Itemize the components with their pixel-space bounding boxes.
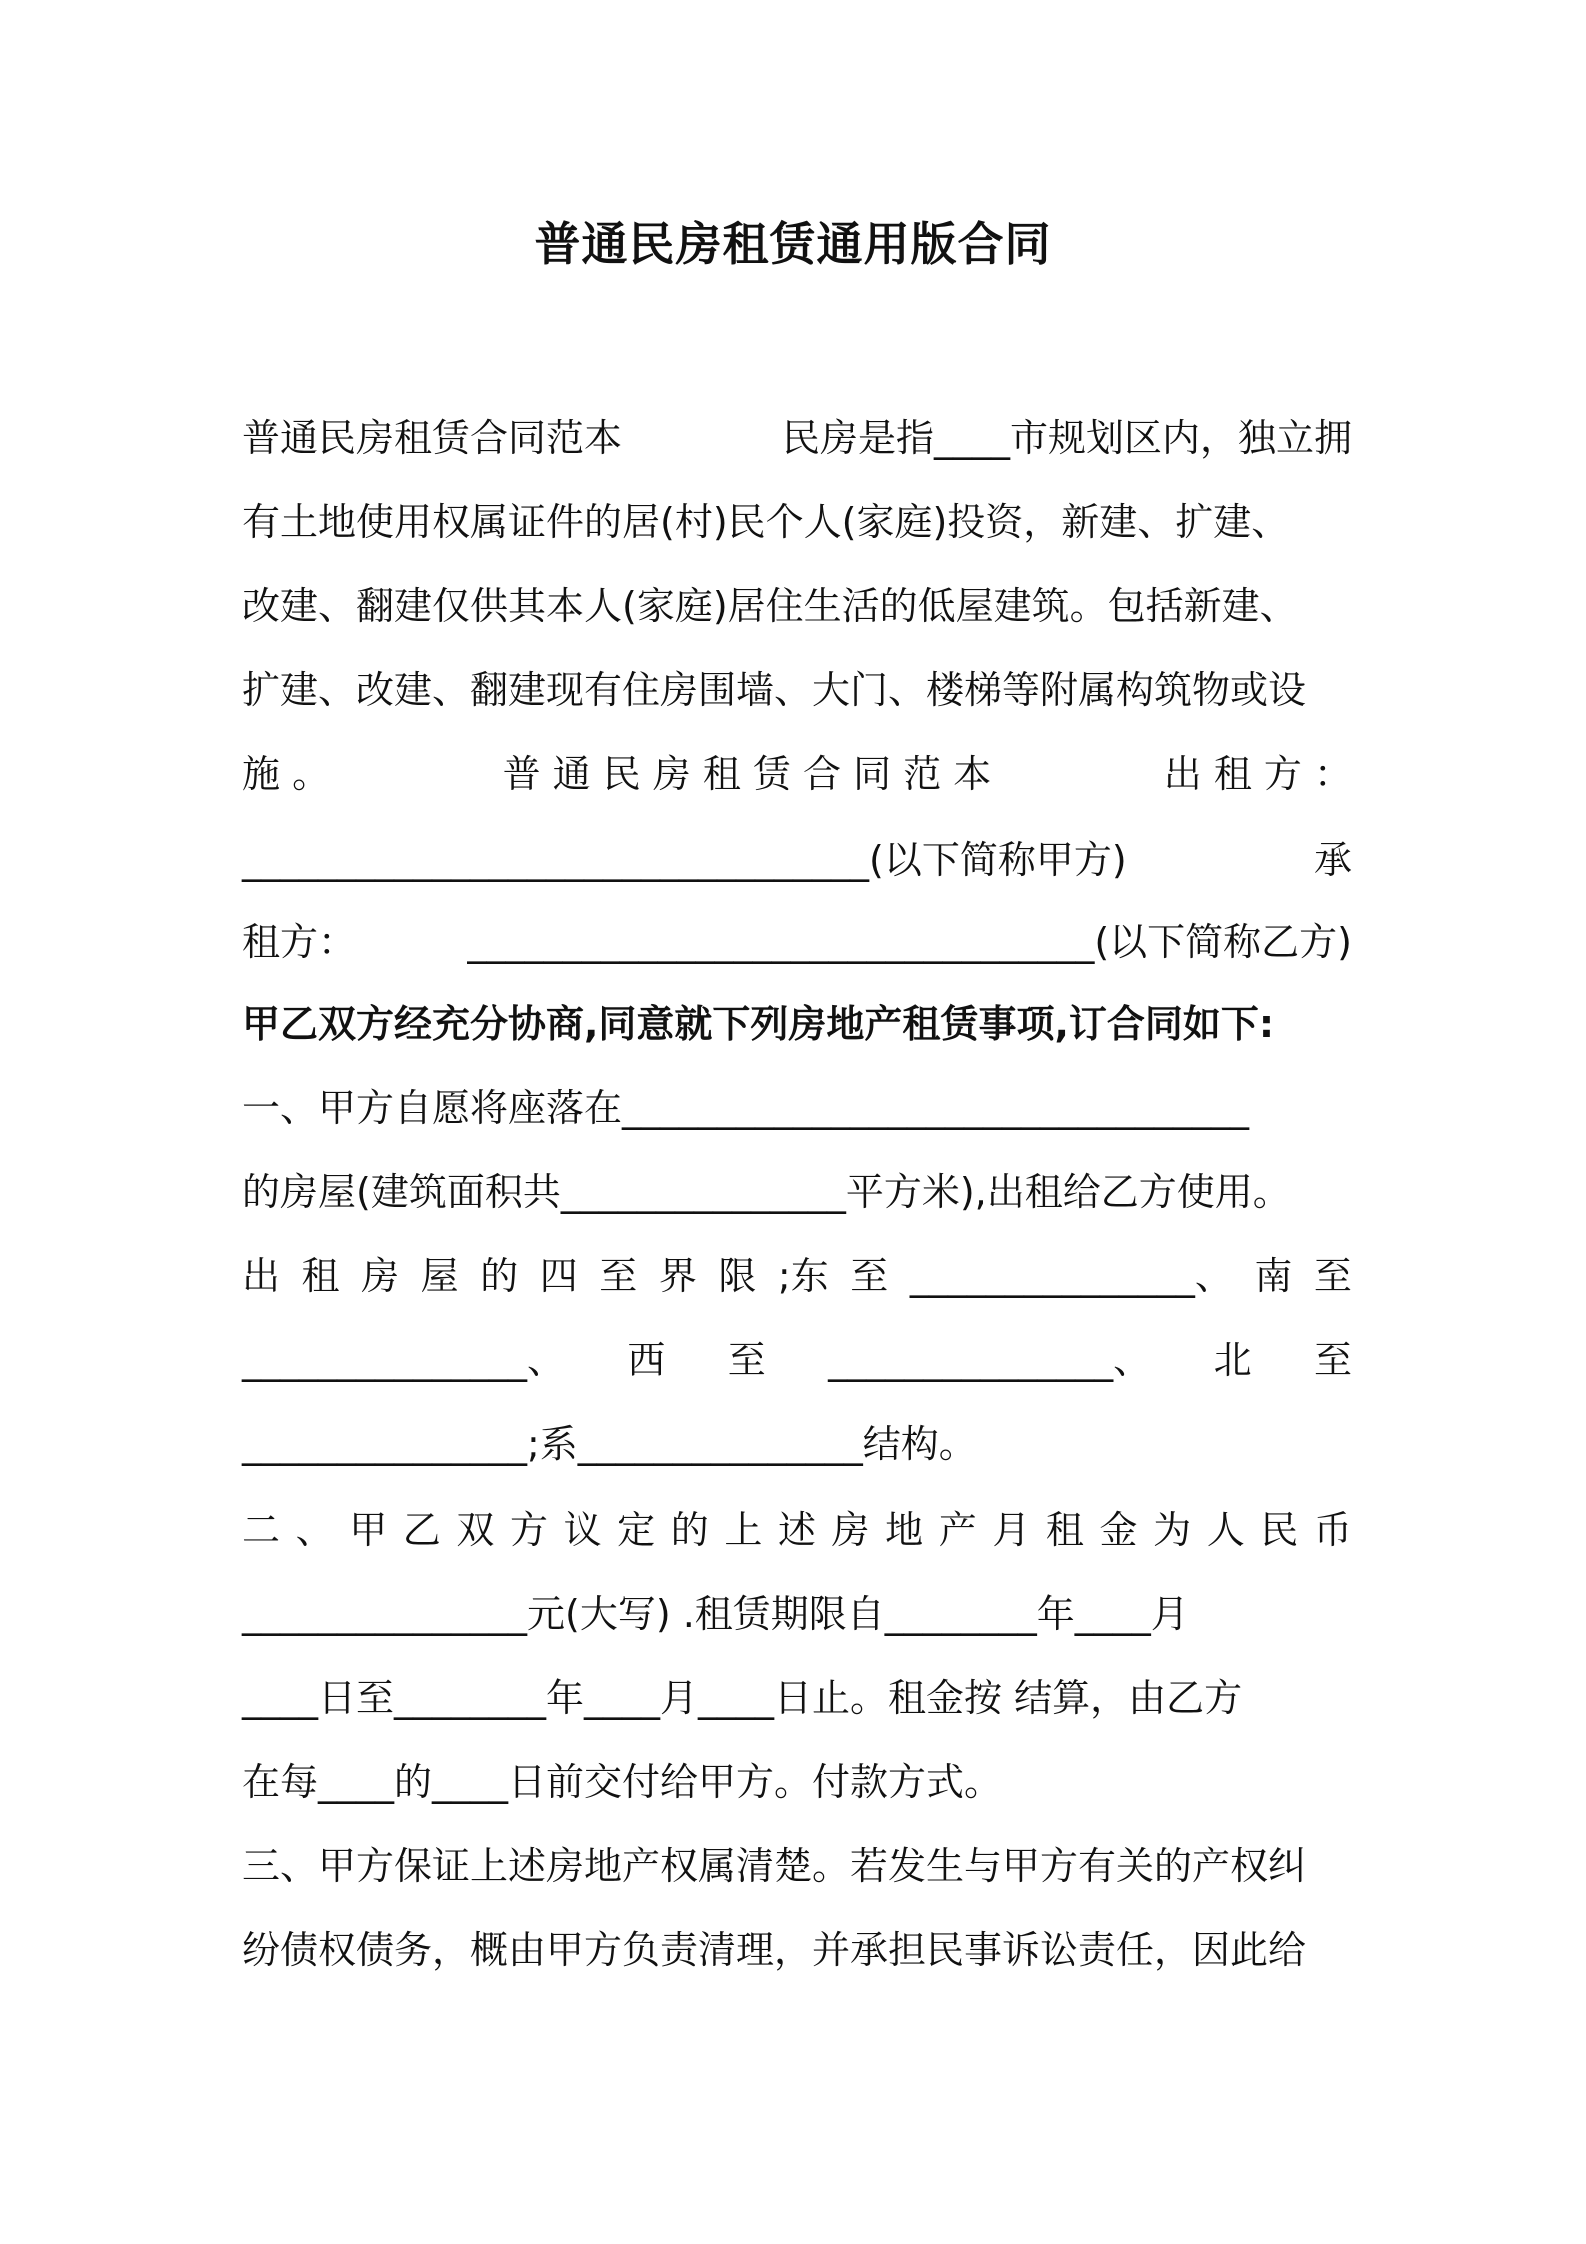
text-segment: 、 bbox=[295, 1508, 334, 1552]
text-segment: _______________元(大写) .租赁期限自________年____月 bbox=[242, 1592, 1189, 1636]
text-segment: ;东 bbox=[777, 1254, 829, 1298]
text-line bbox=[242, 660, 1352, 720]
text-line bbox=[242, 912, 1352, 972]
document-title: 普通民房租赁通用版合同 bbox=[534, 217, 1052, 271]
text-line bbox=[242, 576, 1352, 636]
text-segment: 南 bbox=[1254, 1254, 1293, 1298]
text-segment: 地 bbox=[885, 1508, 924, 1552]
text-segment: 至 bbox=[1313, 1254, 1352, 1298]
text-segment: 承 bbox=[1313, 838, 1352, 882]
text-segment: 至 bbox=[727, 1338, 766, 1382]
text-segment: _________________________________(以下简称乙方) bbox=[467, 920, 1352, 964]
text-segment: 在每____的____日前交付给甲方。付款方式。 bbox=[242, 1760, 1003, 1804]
text-segment: 西 bbox=[627, 1338, 666, 1382]
text-segment: 出 bbox=[242, 1254, 281, 1298]
text-segment: 扩建、改建、翻建现有住房围墙、大门、楼梯等附属构筑物或设 bbox=[242, 668, 1307, 712]
text-segment: 的 bbox=[670, 1508, 709, 1552]
text-segment: 币 bbox=[1313, 1508, 1352, 1552]
text-segment: 的房屋(建筑面积共_______________平方米),出租给乙方使用。 bbox=[242, 1170, 1291, 1214]
text-segment: 租方： bbox=[242, 920, 357, 964]
text-line bbox=[242, 1836, 1352, 1896]
text-segment: ____日至________年____月____日止。租金按 结算，由乙方 bbox=[242, 1676, 1243, 1720]
text-segment: _______________;系_______________结构。 bbox=[242, 1422, 977, 1466]
text-segment: 出 租 方 ： bbox=[1163, 752, 1352, 796]
text-segment: 普通民房租赁合同范本 bbox=[242, 416, 623, 460]
text-segment: _______________、 bbox=[242, 1338, 566, 1382]
text-segment: 至 bbox=[850, 1254, 889, 1298]
text-segment: 定 bbox=[617, 1508, 656, 1552]
text-segment: 民 bbox=[1260, 1508, 1299, 1552]
text-line bbox=[242, 1414, 1352, 1474]
text-line bbox=[242, 1162, 1352, 1222]
text-segment: 甲乙双方经充分协商,同意就下列房地产租赁事项,订合同如下: bbox=[242, 1002, 1275, 1046]
text-line bbox=[242, 1330, 1352, 1390]
text-segment: 纷债权债务，概由甲方负责清理，并承担民事诉讼责任，因此给 bbox=[242, 1928, 1307, 1972]
text-line bbox=[242, 1078, 1352, 1138]
text-segment: 有土地使用权属证件的居(村)民个人(家庭)投资，新建、扩建、 bbox=[242, 500, 1290, 544]
text-segment: 的 bbox=[480, 1254, 519, 1298]
text-line bbox=[242, 1668, 1352, 1728]
text-line bbox=[242, 1246, 1352, 1306]
text-segment: 乙 bbox=[402, 1508, 441, 1552]
text-segment: 限 bbox=[718, 1254, 757, 1298]
text-segment: 人 bbox=[1206, 1508, 1245, 1552]
text-segment: 三、甲方保证上述房地产权属清楚。若发生与甲方有关的产权纠 bbox=[242, 1844, 1307, 1888]
text-segment: 房 bbox=[831, 1508, 870, 1552]
text-line bbox=[242, 408, 1352, 468]
text-line bbox=[242, 492, 1352, 552]
text-segment: 民房是指____市规划区内，独立拥 bbox=[781, 416, 1352, 460]
text-line bbox=[242, 830, 1352, 890]
text-segment: 述 bbox=[777, 1508, 816, 1552]
text-segment: 一、甲方自愿将座落在_________________________________ bbox=[242, 1086, 1250, 1130]
text-segment: _______________、 bbox=[828, 1338, 1152, 1382]
text-segment: 甲 bbox=[349, 1508, 388, 1552]
text-line bbox=[242, 1752, 1352, 1812]
text-segment: 施 。 bbox=[242, 752, 331, 796]
text-segment: 方 bbox=[509, 1508, 548, 1552]
text-segment: 至 bbox=[599, 1254, 638, 1298]
text-segment: 上 bbox=[724, 1508, 763, 1552]
text-segment: 议 bbox=[563, 1508, 602, 1552]
text-segment: 金 bbox=[1099, 1508, 1138, 1552]
text-line bbox=[242, 994, 1352, 1054]
text-segment: 四 bbox=[539, 1254, 578, 1298]
text-line bbox=[242, 744, 1352, 804]
text-line bbox=[242, 1500, 1352, 1560]
text-segment: 普 通 民 房 租 赁 合 同 范 本 bbox=[502, 752, 992, 796]
text-segment: 屋 bbox=[420, 1254, 459, 1298]
text-segment: 双 bbox=[456, 1508, 495, 1552]
text-segment: 房 bbox=[361, 1254, 400, 1298]
text-segment: _________________________________(以下简称甲方) bbox=[242, 838, 1127, 882]
text-segment: 北 bbox=[1213, 1338, 1252, 1382]
text-line bbox=[242, 1584, 1352, 1644]
text-segment: 至 bbox=[1313, 1338, 1352, 1382]
text-segment: 为 bbox=[1153, 1508, 1192, 1552]
text-segment: 月 bbox=[992, 1508, 1031, 1552]
text-segment: 界 bbox=[658, 1254, 697, 1298]
text-segment: 产 bbox=[938, 1508, 977, 1552]
text-line bbox=[242, 1920, 1352, 1980]
text-segment: 改建、翻建仅供其本人(家庭)居住生活的低屋建筑。包括新建、 bbox=[242, 584, 1298, 628]
text-segment: _______________、 bbox=[909, 1254, 1233, 1298]
text-segment: 二 bbox=[242, 1508, 281, 1552]
text-segment: 租 bbox=[301, 1254, 340, 1298]
text-segment: 租 bbox=[1045, 1508, 1084, 1552]
